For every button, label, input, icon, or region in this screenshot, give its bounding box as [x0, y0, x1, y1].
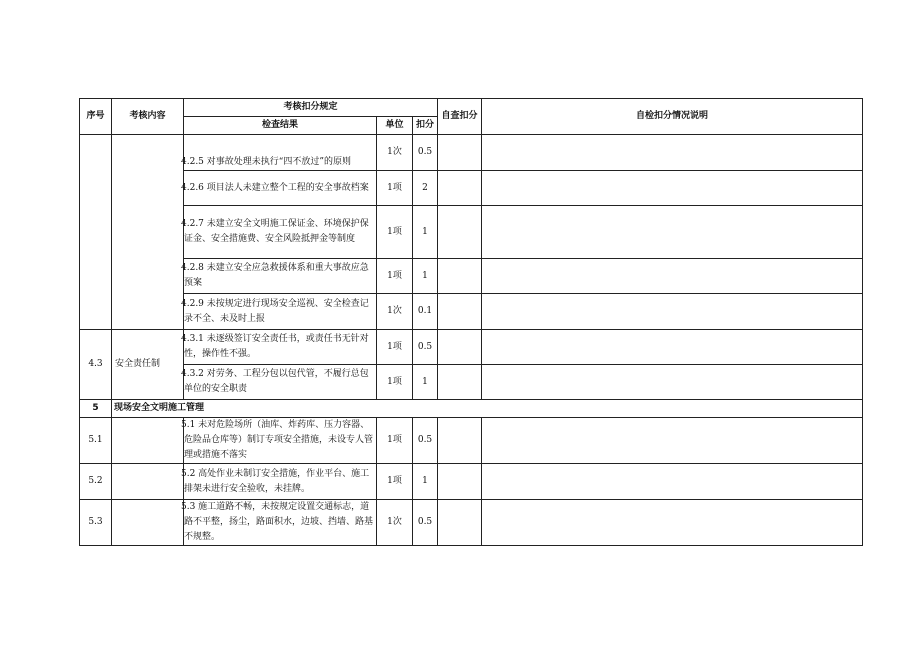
header-result: 检查结果: [184, 117, 377, 135]
row-seq: 5.3: [80, 500, 112, 546]
row-desc: 4.3.1 未逐级签订安全责任书，或责任书无针对性，操作性不强。: [184, 330, 377, 365]
row-desc: 5.2 高处作业未制订安全措施，作业平台、施工排架未进行安全验收，未挂牌。: [184, 464, 377, 500]
self-deduct-cell[interactable]: [438, 171, 482, 206]
table-row: [80, 135, 863, 171]
section-row: [80, 400, 863, 418]
explain-cell[interactable]: [482, 206, 863, 259]
header-row-1: [80, 99, 863, 117]
seq-cell-empty: [80, 135, 112, 330]
row-desc: 5.1 未对危险场所（油库、炸药库、压力容器、危险品仓库等）制订专项安全措施，未设专人管理或措施不落实: [184, 418, 377, 464]
row-unit: 1次: [377, 500, 413, 546]
explain-cell[interactable]: [482, 330, 863, 365]
content-cell-empty: [112, 464, 184, 500]
table-row: [80, 259, 863, 294]
row-unit: 1项: [377, 365, 413, 400]
explain-cell[interactable]: [482, 464, 863, 500]
row-desc: 4.2.6 项目法人未建立整个工程的安全事故档案: [184, 171, 377, 206]
row-desc: 4.2.7 未建立安全文明施工保证金、环境保护保证金、安全措施费、安全风险抵押金等制度: [184, 206, 377, 259]
row-score: 2: [413, 171, 438, 206]
table-row: [80, 418, 863, 464]
header-self-deduct: 自查扣分: [438, 99, 482, 135]
header-rules: 考核扣分规定: [184, 99, 438, 117]
self-deduct-cell[interactable]: [438, 294, 482, 330]
content-cell-empty: [112, 418, 184, 464]
row-score: 0.5: [413, 500, 438, 546]
row-desc: 4.2.9 未按规定进行现场安全巡视、安全检查记录不全、未及时上报: [184, 294, 377, 330]
explain-cell[interactable]: [482, 171, 863, 206]
row-score: 1: [413, 464, 438, 500]
row-unit: 1项: [377, 206, 413, 259]
row-score: 1: [413, 365, 438, 400]
self-deduct-cell[interactable]: [438, 135, 482, 171]
header-seq: 序号: [80, 99, 112, 135]
self-deduct-cell[interactable]: [438, 206, 482, 259]
table-row: [80, 500, 863, 546]
section-title: 现场安全文明施工管理: [112, 400, 863, 418]
row-unit: 1项: [377, 171, 413, 206]
row-unit: 1次: [377, 135, 413, 171]
row-score: 1: [413, 259, 438, 294]
self-deduct-cell[interactable]: [438, 418, 482, 464]
row-score: 0.5: [413, 418, 438, 464]
content-safety-responsibility: 安全责任制: [112, 330, 184, 400]
row-desc: 5.3 施工道路不畅，未按规定设置交通标志，道路不平整，扬尘，路面积水，边坡、挡墙、路基不规整。: [184, 500, 377, 546]
section-seq: 5: [80, 400, 112, 418]
row-seq: 5.2: [80, 464, 112, 500]
header-content: 考核内容: [112, 99, 184, 135]
row-unit: 1项: [377, 330, 413, 365]
header-score: 扣分: [413, 117, 438, 135]
row-unit: 1次: [377, 294, 413, 330]
row-score: 1: [413, 206, 438, 259]
explain-cell[interactable]: [482, 500, 863, 546]
row-score: 0.1: [413, 294, 438, 330]
table-row: [80, 330, 863, 365]
explain-cell[interactable]: [482, 259, 863, 294]
table-row: [80, 294, 863, 330]
explain-cell[interactable]: [482, 418, 863, 464]
row-desc: 4.3.2 对劳务、工程分包以包代管，不履行总包单位的安全职责: [184, 365, 377, 400]
row-score: 0.5: [413, 330, 438, 365]
explain-cell[interactable]: [482, 294, 863, 330]
table-row: [80, 464, 863, 500]
self-deduct-cell[interactable]: [438, 500, 482, 546]
row-unit: 1项: [377, 418, 413, 464]
table-row: [80, 206, 863, 259]
self-deduct-cell[interactable]: [438, 365, 482, 400]
header-explain: 自检扣分情况说明: [482, 99, 863, 135]
explain-cell[interactable]: [482, 135, 863, 171]
self-deduct-cell[interactable]: [438, 464, 482, 500]
table-row: [80, 365, 863, 400]
header-unit: 单位: [377, 117, 413, 135]
self-deduct-cell[interactable]: [438, 330, 482, 365]
row-desc: 4.2.8 未建立安全应急救援体系和重大事故应急预案: [184, 259, 377, 294]
row-score: 0.5: [413, 135, 438, 171]
table-row: [80, 171, 863, 206]
row-seq: 5.1: [80, 418, 112, 464]
explain-cell[interactable]: [482, 365, 863, 400]
inspection-table: [79, 98, 863, 546]
row-desc: 4.2.5 对事故处理未执行“四不放过”的原则: [184, 135, 377, 171]
content-cell-empty: [112, 135, 184, 330]
seq-4-3: 4.3: [80, 330, 112, 400]
row-unit: 1项: [377, 464, 413, 500]
content-cell-empty: [112, 500, 184, 546]
row-unit: 1项: [377, 259, 413, 294]
self-deduct-cell[interactable]: [438, 259, 482, 294]
